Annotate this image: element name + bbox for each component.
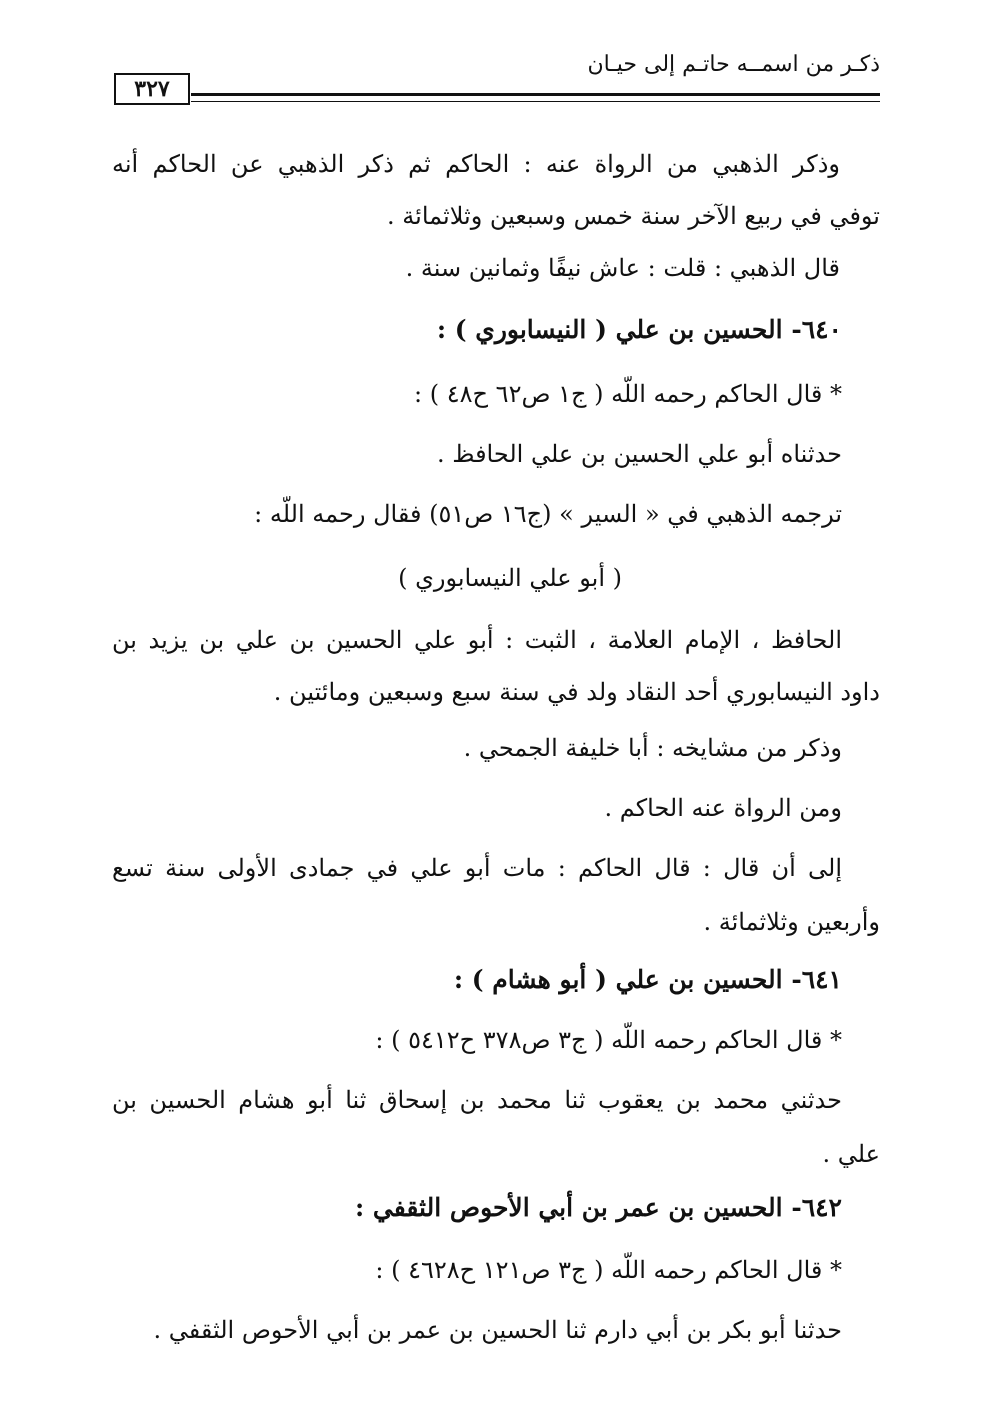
text-line: داود النيسابوري أحد النقاد ولد في سنة سبع وسبعين ومائتين . — [273, 678, 880, 706]
running-title: ذكـر من اسمــه حاتـم إلى حيـان — [587, 52, 880, 77]
text-line: وأربعين وثلاثمائة . — [703, 908, 880, 936]
text-line: حدثني محمد بن يعقوب ثنا محمد بن إسحاق ثنا أبو هشام الحسين بن — [112, 1086, 842, 1114]
page-number: ٣٢٧ — [114, 73, 190, 105]
text-line: * قال الحاكم رحمه اللَّه ( ج١ ص٦٢ ح٤٨ ) : — [414, 380, 842, 408]
text-line: ترجمه الذهبي في « السير » (ج١٦ ص٥١) فقال رحمه اللَّه : — [254, 500, 842, 528]
text-line: حدثنا أبو بكر بن أبي دارم ثنا الحسين بن عمر بن أبي الأحوص الثقفي . — [153, 1316, 842, 1344]
text-line: حدثناه أبو علي الحسين بن علي الحافظ . — [437, 440, 842, 468]
text-line: وذكر الذهبي من الرواة عنه : الحاكم ثم ذكر الذهبي عن الحاكم أنه — [112, 150, 840, 178]
text-line: قال الذهبي : قلت : عاش نيفًا وثمانين سنة . — [405, 254, 840, 282]
entry-heading-642: ٦٤٢- الحسين بن عمر بن أبي الأحوص الثقفي : — [354, 1193, 842, 1222]
text-line: توفي في ربيع الآخر سنة خمس وسبعين وثلاثمائة . — [387, 202, 880, 230]
text-line: ( أبو علي النيسابوري ) — [398, 564, 622, 592]
text-line: وذكر من مشايخه : أبا خليفة الجمحي . — [463, 734, 842, 762]
text-line: إلى أن قال : قال الحاكم : مات أبو علي في جمادى الأولى سنة تسع — [112, 854, 842, 882]
text-line: * قال الحاكم رحمه اللَّه ( ج٣ ص٣٧٨ ح٥٤١٢ ) : — [375, 1026, 842, 1054]
header-rule — [191, 93, 880, 102]
text-line: ومن الرواة عنه الحاكم . — [604, 794, 842, 822]
text-line: علي . — [822, 1140, 880, 1168]
entry-heading-641: ٦٤١- الحسين بن علي ( أبو هشام ) : — [453, 965, 842, 994]
text-line: * قال الحاكم رحمه اللَّه ( ج٣ ص١٢١ ح٤٦٢٨ ) : — [375, 1256, 842, 1284]
text-line: الحافظ ، الإمام العلامة ، الثبت : أبو علي الحسين بن علي بن يزيد بن — [112, 626, 842, 654]
entry-heading-640: ٦٤٠- الحسين بن علي ( النيسابوري ) : — [436, 315, 842, 344]
